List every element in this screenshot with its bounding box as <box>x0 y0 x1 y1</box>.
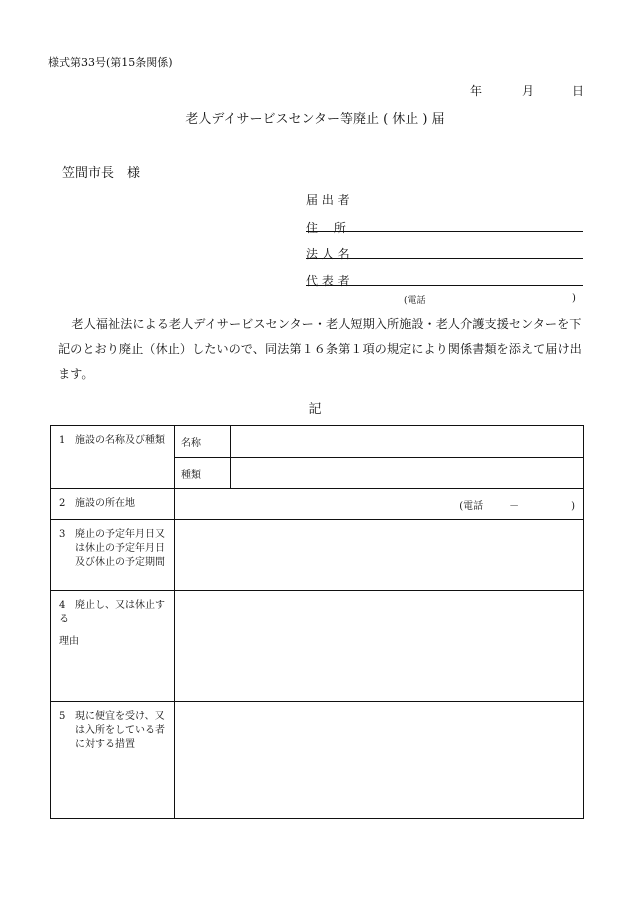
representative-label: 代 表 者 <box>306 274 350 288</box>
scheduled-date-field[interactable] <box>175 520 584 591</box>
addressee: 笠間市長 様 <box>62 166 141 181</box>
facility-name-type-label-cell <box>51 426 175 489</box>
table-row <box>51 489 584 520</box>
row-label: 施設の名称及び種類 <box>75 435 165 446</box>
table-row <box>51 520 584 591</box>
corporation-name-field[interactable] <box>306 258 583 259</box>
representative-field[interactable] <box>306 285 583 286</box>
row-number: 4 <box>59 600 66 611</box>
row-label: 施設の所在地 <box>75 498 135 509</box>
document-title: 老人デイサービスセンター等廃止 ( 休止 ) 届 <box>185 112 445 127</box>
facility-location-field[interactable] <box>175 489 584 520</box>
applicant-heading: 届 出 者 <box>306 193 350 207</box>
table-row <box>51 591 584 702</box>
row-label: 現に便宜を受け、又は入所をしている者に対する措置 <box>75 711 165 750</box>
phone-close-paren: ) <box>572 293 576 304</box>
row-number: 1 <box>59 435 66 446</box>
reason-label-cell <box>51 591 175 702</box>
facility-name-field[interactable] <box>231 426 584 458</box>
corporation-name-label: 法 人 名 <box>306 247 350 261</box>
location-phone-open: (電話 <box>459 501 484 512</box>
table-row <box>51 426 584 458</box>
facility-details-table <box>50 425 584 819</box>
date-year: 年 <box>470 84 483 98</box>
reason-field[interactable] <box>175 591 584 702</box>
type-sublabel: 種類 <box>181 470 201 481</box>
row-label: 廃止し、又は休止する <box>59 600 165 625</box>
table-row <box>51 702 584 819</box>
date-month: 月 <box>522 84 535 98</box>
row-number: 3 <box>59 529 66 540</box>
location-phone-dash: － <box>509 501 520 512</box>
scheduled-date-label-cell <box>51 520 175 591</box>
facility-type-field[interactable] <box>231 458 584 489</box>
name-sublabel-cell <box>175 426 231 458</box>
location-label-cell <box>51 489 175 520</box>
address-label: 住 所 <box>306 221 346 235</box>
ki-heading: 記 <box>308 402 322 417</box>
type-sublabel-cell <box>175 458 231 489</box>
phone-label: (電話 <box>404 296 426 306</box>
location-phone-close: ) <box>571 501 575 512</box>
body-paragraph: 老人福祉法による老人デイサービスセンター・老人短期入所施設・老人介護支援センターを下記のとおり廃止（休止）したいので、同法第１６条第１項の規定により関係書類を添えて届け出ます。 <box>58 317 582 381</box>
row-label-continued: 理由 <box>59 636 79 647</box>
measures-label-cell <box>51 702 175 819</box>
address-field[interactable] <box>306 231 583 232</box>
measures-field[interactable] <box>175 702 584 819</box>
form-number: 様式第33号(第15条関係) <box>48 56 173 69</box>
name-sublabel: 名称 <box>181 438 201 449</box>
row-number: 5 <box>59 711 66 722</box>
row-number: 2 <box>59 498 66 509</box>
row-label: 廃止の予定年月日又は休止の予定年月日及び休止の予定期間 <box>75 529 165 568</box>
date-day: 日 <box>572 84 585 98</box>
